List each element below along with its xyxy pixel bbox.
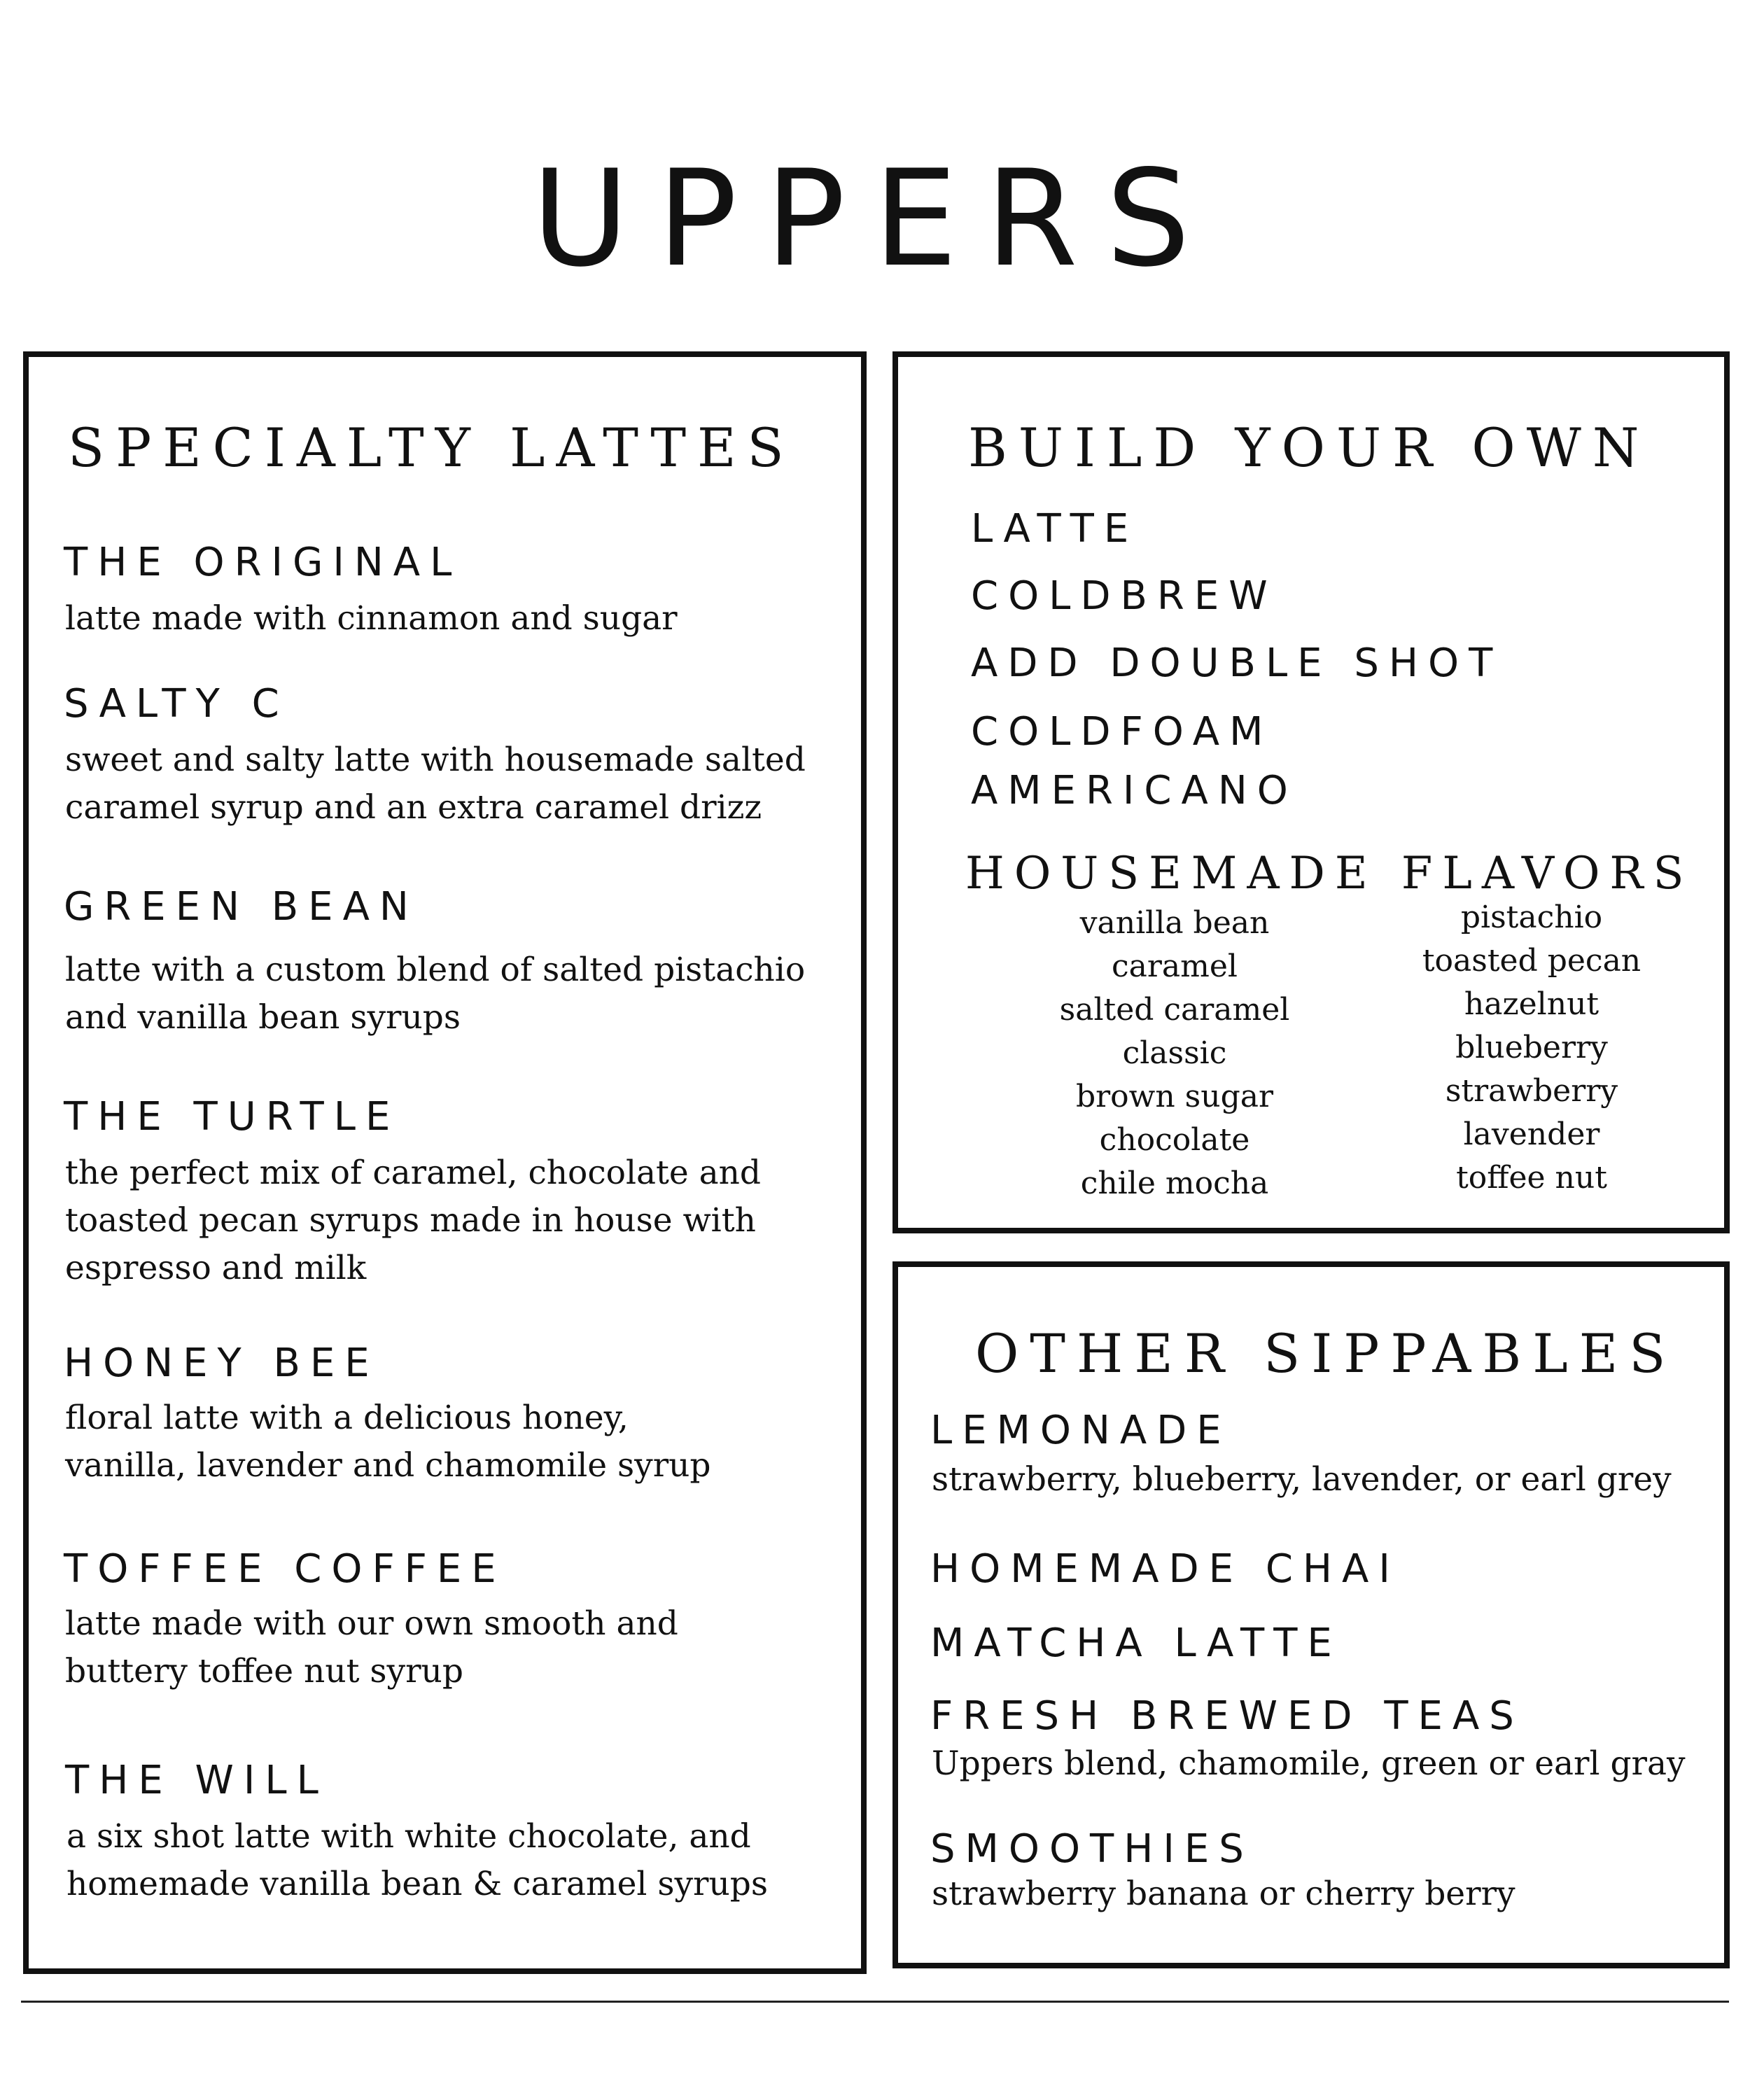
build-your-own-panel (892, 351, 1730, 1233)
flavor-item: blueberry (1455, 1030, 1608, 1065)
byo-item-add-double-shot: ADD DOUBLE SHOT (971, 640, 1503, 686)
flavor-item: vanilla bean (1079, 905, 1270, 941)
latte-name-the-will: THE WILL (65, 1758, 328, 1803)
build-your-own-heading: BUILD YOUR OWN (968, 416, 1651, 479)
latte-name-toffee-coffee: TOFFEE COFFEE (64, 1546, 506, 1592)
flavor-item: pistachio (1460, 899, 1603, 935)
sippable-description: strawberry banana or cherry berry (932, 1875, 1516, 1913)
flavor-item: chocolate (1099, 1122, 1250, 1158)
latte-description: floral latte with a delicious honey, vanilla, lavender and chamomile syrup (65, 1399, 711, 1485)
latte-name-salty-c: SALTY C (64, 681, 289, 727)
bottom-divider (21, 2001, 1729, 2003)
sippable-name-smoothies: SMOOTHIES (930, 1826, 1254, 1872)
byo-item-coldbrew: COLDBREW (971, 573, 1278, 619)
page-title: UPPERS (531, 141, 1219, 296)
flavor-item: classic (1122, 1035, 1227, 1071)
latte-description: latte made with our own smooth and buttery toffee nut syrup (65, 1604, 678, 1690)
flavor-item: chile mocha (1080, 1166, 1269, 1201)
flavor-list-right (1371, 896, 1693, 1200)
flavor-item: toffee nut (1456, 1160, 1607, 1196)
sippable-description: strawberry, blueberry, lavender, or earl grey (932, 1460, 1672, 1499)
flavor-item: lavender (1463, 1116, 1600, 1152)
sippable-name-matcha-latte: MATCHA LATTE (930, 1620, 1342, 1666)
sippable-name-homemade-chai: HOMEMADE CHAI (930, 1546, 1400, 1592)
latte-description: the perfect mix of caramel, chocolate and toasted pecan syrups made in house with espresso and milk (65, 1154, 762, 1287)
flavor-item: brown sugar (1075, 1079, 1274, 1114)
latte-name-the-original: THE ORIGINAL (64, 540, 462, 585)
latte-description: latte made with cinnamon and sugar (65, 599, 678, 638)
byo-item-coldfoam: COLDFOAM (971, 709, 1273, 755)
other-sippables-panel (892, 1261, 1730, 1968)
flavor-item: caramel (1112, 948, 1238, 984)
sippable-description: Uppers blend, chamomile, green or earl gray (932, 1744, 1686, 1783)
latte-description: latte with a custom blend of salted pistachio and vanilla bean syrups (65, 951, 806, 1037)
flavor-item: salted caramel (1059, 992, 1290, 1028)
housemade-flavors-heading: HOUSEMADE FLAVORS (965, 848, 1694, 899)
sippable-name-lemonade: LEMONADE (930, 1408, 1231, 1453)
sippable-name-fresh-brewed-teas: FRESH BREWED TEAS (930, 1693, 1524, 1739)
byo-item-americano: AMERICANO (971, 768, 1298, 813)
flavor-item: hazelnut (1464, 986, 1600, 1022)
latte-name-the-turtle: THE TURTLE (64, 1094, 400, 1140)
byo-item-latte: LATTE (971, 506, 1139, 552)
specialty-lattes-heading: SPECIALTY LATTES (68, 416, 795, 479)
other-sippables-heading: OTHER SIPPABLES (975, 1322, 1677, 1385)
specialty-lattes-panel (23, 351, 867, 1974)
latte-name-green-bean: GREEN BEAN (64, 884, 419, 930)
flavor-item: strawberry (1445, 1073, 1618, 1109)
latte-description: sweet and salty latte with housemade salted caramel syrup and an extra caramel drizz (65, 741, 806, 827)
flavor-list-left (1014, 902, 1336, 1205)
flavor-item: toasted pecan (1422, 943, 1642, 979)
latte-description: a six shot latte with white chocolate, and homemade vanilla bean & caramel syrups (66, 1817, 768, 1903)
latte-name-honey-bee: HONEY BEE (64, 1340, 379, 1386)
